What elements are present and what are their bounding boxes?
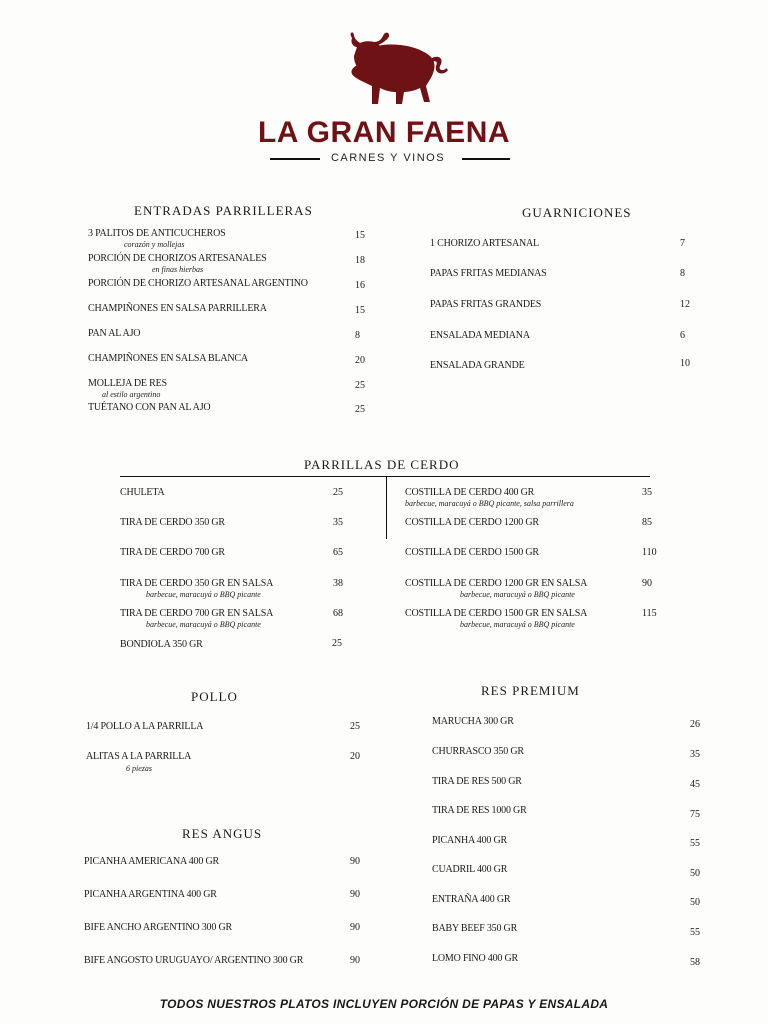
menu-item-price: 65 bbox=[333, 547, 343, 558]
bull-icon bbox=[340, 30, 450, 112]
menu-item-note: en finas hierbas bbox=[152, 265, 204, 274]
menu-item-name: COSTILLA DE CERDO 400 GR bbox=[405, 487, 535, 498]
menu-item-name: TIRA DE CERDO 700 GR EN SALSA bbox=[120, 608, 274, 619]
menu-item-name: MARUCHA 300 GR bbox=[432, 716, 514, 727]
menu-item-name: COSTILLA DE CERDO 1200 GR EN SALSA bbox=[405, 578, 588, 589]
menu-item-note: barbecue, maracuyá o BBQ picante bbox=[146, 620, 261, 629]
menu-item-name: TIRA DE CERDO 700 GR bbox=[120, 547, 225, 558]
menu-item-name: CHAMPIÑONES EN SALSA PARRILLERA bbox=[88, 303, 267, 314]
menu-item-name: TUÉTANO CON PAN AL AJO bbox=[88, 402, 211, 413]
menu-item-name: CUADRIL 400 GR bbox=[432, 864, 508, 875]
menu-item-price: 8 bbox=[355, 330, 360, 341]
menu-item-price: 110 bbox=[642, 547, 657, 558]
menu-item-price: 55 bbox=[690, 838, 700, 849]
menu-item-name: 1 CHORIZO ARTESANAL bbox=[430, 238, 539, 249]
menu-item-name: COSTILLA DE CERDO 1500 GR bbox=[405, 547, 539, 558]
menu-item-price: 20 bbox=[350, 751, 360, 762]
menu-item-price: 90 bbox=[350, 856, 360, 867]
menu-item-name: PICANHA AMERICANA 400 GR bbox=[84, 856, 219, 867]
menu-item-name: 1/4 POLLO A LA PARRILLA bbox=[86, 721, 204, 732]
menu-item-price: 7 bbox=[680, 238, 685, 249]
menu-item-price: 38 bbox=[333, 578, 343, 589]
menu-item-price: 85 bbox=[642, 517, 652, 528]
menu-item-price: 15 bbox=[355, 305, 365, 316]
menu-item-name: ALITAS A LA PARRILLA bbox=[86, 751, 192, 762]
menu-item-price: 18 bbox=[355, 255, 365, 266]
menu-item-price: 35 bbox=[690, 749, 700, 760]
section-rule bbox=[120, 476, 650, 477]
menu-item-note: 6 piezas bbox=[126, 764, 152, 773]
menu-item-price: 25 bbox=[355, 380, 365, 391]
menu-item-name: PICANHA ARGENTINA 400 GR bbox=[84, 889, 217, 900]
menu-item-price: 16 bbox=[355, 280, 365, 291]
menu-item-price: 25 bbox=[350, 721, 360, 732]
menu-item-price: 35 bbox=[642, 487, 652, 498]
menu-item-price: 25 bbox=[332, 638, 342, 649]
section-title-premium: RES PREMIUM bbox=[481, 683, 580, 698]
menu-item-note: corazón y mollejas bbox=[124, 240, 185, 249]
section-title-pollo: POLLO bbox=[191, 689, 238, 704]
tagline: CARNES Y VINOS bbox=[330, 152, 446, 164]
menu-item-name: TIRA DE CERDO 350 GR bbox=[120, 517, 225, 528]
menu-item-name: BABY BEEF 350 GR bbox=[432, 923, 518, 934]
menu-item-name: LOMO FINO 400 GR bbox=[432, 953, 518, 964]
menu-item-note: barbecue, maracuyá o BBQ picante bbox=[460, 620, 575, 629]
menu-item-name: PAN AL AJO bbox=[88, 328, 141, 339]
column-divider bbox=[386, 477, 387, 539]
menu-item-price: 10 bbox=[680, 358, 690, 369]
menu-item-price: 90 bbox=[350, 889, 360, 900]
menu-item-price: 20 bbox=[355, 355, 365, 366]
menu-item-price: 26 bbox=[690, 719, 700, 730]
menu-item-price: 35 bbox=[333, 517, 343, 528]
section-title-entradas: ENTRADAS PARRILLERAS bbox=[134, 203, 313, 218]
menu-item-name: TIRA DE RES 1000 GR bbox=[432, 805, 527, 816]
menu-item-name: TIRA DE RES 500 GR bbox=[432, 776, 522, 787]
menu-item-price: 6 bbox=[680, 330, 685, 341]
menu-item-name: PICANHA 400 GR bbox=[432, 835, 507, 846]
menu-item-name: ENSALADA GRANDE bbox=[430, 360, 525, 371]
menu-item-price: 115 bbox=[642, 608, 657, 619]
menu-item-note: al estilo argentino bbox=[102, 390, 161, 399]
menu-item-name: TIRA DE CERDO 350 GR EN SALSA bbox=[120, 578, 274, 589]
menu-item-name: BONDIOLA 350 GR bbox=[120, 639, 203, 650]
menu-item-name: CHULETA bbox=[120, 487, 165, 498]
menu-item-price: 90 bbox=[350, 955, 360, 966]
section-title-angus: RES ANGUS bbox=[182, 826, 263, 841]
restaurant-name: LA GRAN FAENA bbox=[257, 116, 511, 149]
logo bbox=[340, 30, 450, 112]
menu-item-price: 58 bbox=[690, 957, 700, 968]
menu-item-price: 15 bbox=[355, 230, 365, 241]
footer-note: TODOS NUESTROS PLATOS INCLUYEN PORCIÓN DE PAPAS Y ENSALADA bbox=[159, 997, 609, 1011]
menu-item-note: barbecue, maracuyá o BBQ picante bbox=[146, 590, 261, 599]
menu-item-price: 45 bbox=[690, 779, 700, 790]
menu-item-price: 68 bbox=[333, 608, 343, 619]
menu-item-price: 25 bbox=[333, 487, 343, 498]
menu-item-name: MOLLEJA DE RES bbox=[88, 378, 167, 389]
tagline-rule-right bbox=[462, 158, 510, 160]
tagline-rule-left bbox=[270, 158, 320, 160]
menu-item-note: barbecue, maracuyá o BBQ picante, salsa parrillera bbox=[405, 499, 574, 508]
menu-item-price: 90 bbox=[642, 578, 652, 589]
menu-item-price: 55 bbox=[690, 927, 700, 938]
menu-item-name: ENSALADA MEDIANA bbox=[430, 330, 530, 341]
menu-item-name: COSTILLA DE CERDO 1200 GR bbox=[405, 517, 539, 528]
menu-item-price: 12 bbox=[680, 299, 690, 310]
menu-item-name: PAPAS FRITAS MEDIANAS bbox=[430, 268, 547, 279]
menu-item-price: 75 bbox=[690, 809, 700, 820]
menu-item-name: CHAMPIÑONES EN SALSA BLANCA bbox=[88, 353, 248, 364]
menu-item-name: ENTRAÑA 400 GR bbox=[432, 894, 511, 905]
menu-item-note: barbecue, maracuyá o BBQ picante bbox=[460, 590, 575, 599]
menu-item-name: CHURRASCO 350 GR bbox=[432, 746, 524, 757]
menu-item-name: 3 PALITOS DE ANTICUCHEROS bbox=[88, 228, 226, 239]
menu-item-name: PORCIÓN DE CHORIZO ARTESANAL ARGENTINO bbox=[88, 278, 308, 289]
menu-item-name: BIFE ANCHO ARGENTINO 300 GR bbox=[84, 922, 232, 933]
menu-item-name: COSTILLA DE CERDO 1500 GR EN SALSA bbox=[405, 608, 588, 619]
menu-item-price: 50 bbox=[690, 897, 700, 908]
menu-item-name: PAPAS FRITAS GRANDES bbox=[430, 299, 542, 310]
menu-item-name: BIFE ANGOSTO URUGUAYO/ ARGENTINO 300 GR bbox=[84, 955, 304, 966]
menu-item-price: 90 bbox=[350, 922, 360, 933]
section-title-cerdo: PARRILLAS DE CERDO bbox=[304, 457, 460, 472]
section-title-guarniciones: GUARNICIONES bbox=[522, 205, 632, 220]
menu-item-name: PORCIÓN DE CHORIZOS ARTESANALES bbox=[88, 253, 267, 264]
menu-item-price: 50 bbox=[690, 868, 700, 879]
menu-item-price: 25 bbox=[355, 404, 365, 415]
menu-item-price: 8 bbox=[680, 268, 685, 279]
